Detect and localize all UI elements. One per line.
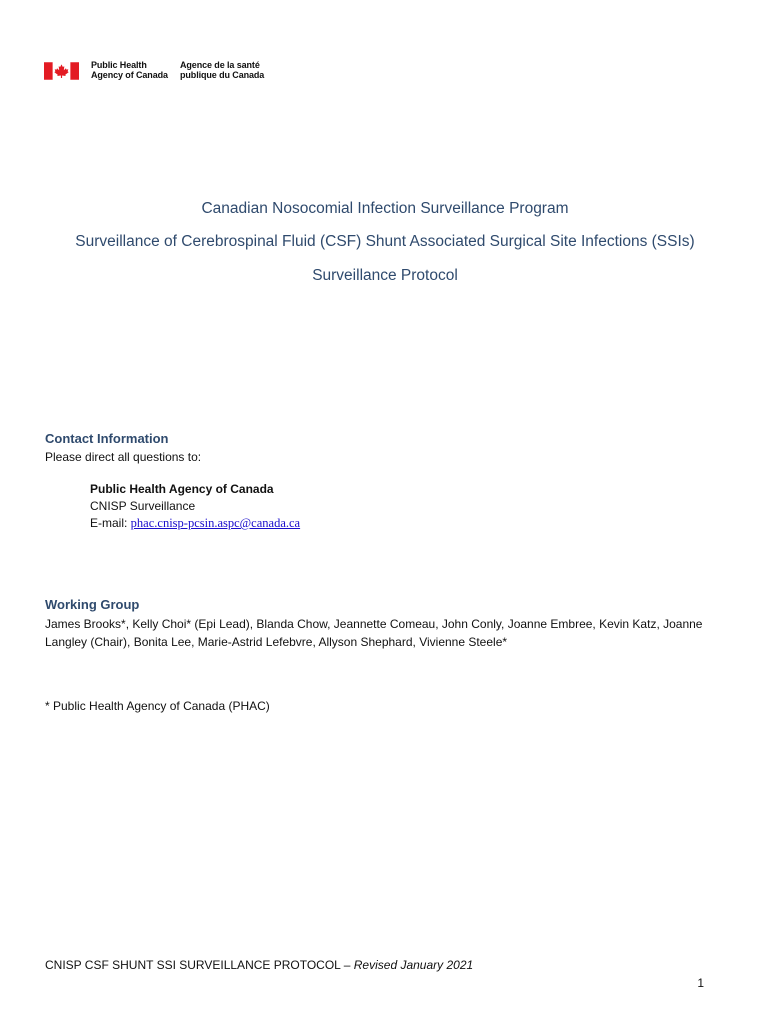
org-en-line-2: Agency of Canada	[91, 70, 168, 80]
contact-intro: Please direct all questions to:	[45, 450, 202, 464]
org-fr-line-1: Agence de la santé	[180, 60, 260, 70]
org-name-french	[180, 60, 264, 80]
phac-logo	[44, 60, 284, 84]
page-number: 1	[697, 976, 704, 990]
org-name-english	[91, 60, 168, 80]
working-group-members: James Brooks*, Kelly Choi* (Epi Lead), Blanda Chow, Jeannette Comeau, John Conly, Joanne Embree, Kevin Katz, Joanne Langley (Chair), Bonita Lee, Marie-Astrid Lefebvre, Allyson Shephard, Vivienne Steele*	[45, 617, 703, 649]
program-title: Canadian Nosocomial Infection Surveillance Program	[201, 200, 569, 217]
contact-block	[90, 481, 300, 532]
footer-doc-name	[45, 958, 473, 972]
contact-unit: CNISP Surveillance	[90, 499, 196, 513]
canada-flag-icon	[44, 62, 79, 80]
contact-heading: Contact Information	[45, 431, 169, 446]
footer-doc-title: CNISP CSF SHUNT SSI SURVEILLANCE PROTOCOL –	[45, 958, 354, 972]
email-link[interactable]: phac.cnisp-pcsin.aspc@canada.ca	[130, 516, 301, 530]
email-label: E-mail:	[90, 516, 131, 530]
subject-title: Surveillance of Cerebrospinal Fluid (CSF) Shunt Associated Surgical Site Infections (SSIs)	[75, 233, 695, 250]
footer-revised: Revised January 2021	[353, 958, 474, 972]
org-fr-line-2: publique du Canada	[180, 70, 265, 80]
contact-email-line	[90, 515, 300, 532]
working-group-heading: Working Group	[45, 597, 140, 612]
contact-organization: Public Health Agency of Canada	[90, 482, 274, 496]
org-en-line-1: Public Health	[91, 60, 147, 70]
footnote: * Public Health Agency of Canada (PHAC)	[45, 699, 270, 713]
document-type-title: Surveillance Protocol	[312, 267, 458, 284]
